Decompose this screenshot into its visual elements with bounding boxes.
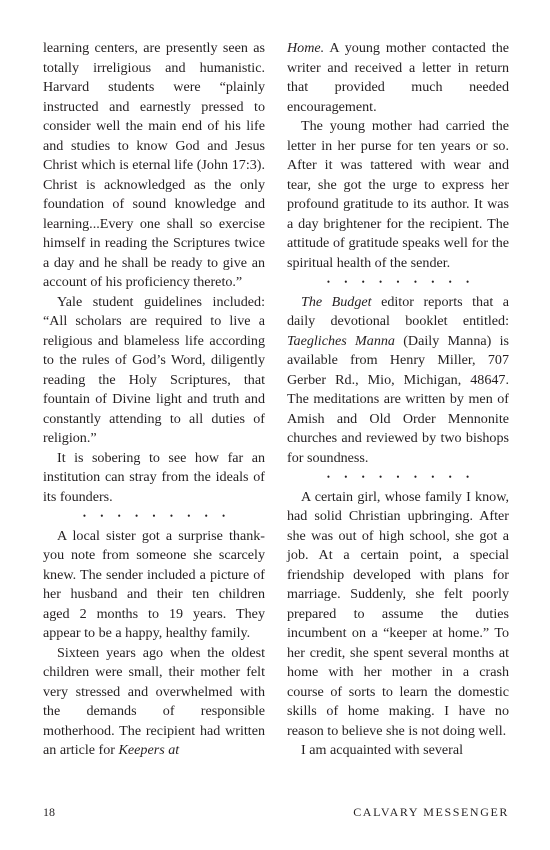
paragraph: A certain girl, whose family I know, had solid Christian upbringing. After she was out of high school, she got a job. At a certain point, a special friendship developed with plans for marriage. Suddenly, she felt poorly prepared to assume the duties incumbent on a “keeper at home.” To her credit, she spent several months at home with her mother in a crash course of sorts to learn the domestic skills of home making. I have no reason to believe she is not doing well. bbox=[287, 488, 509, 739]
section-divider: • • • • • • • • • bbox=[326, 277, 476, 287]
paragraph-text: A young mother contacted the writer and received a letter in return that provided much needed encouragement. bbox=[287, 40, 509, 115]
left-column bbox=[43, 39, 265, 761]
magazine-title: CALVARY MESSENGER bbox=[353, 805, 509, 819]
publication-title: Keepers at bbox=[118, 742, 180, 758]
page-number: 18 bbox=[43, 805, 55, 819]
paragraph bbox=[287, 39, 509, 117]
paragraph-text: (Daily Manna) is available from Henry Miller, 707 Gerber Rd., Mio, Michigan, 48647. The meditations are written by men of Amish and Old Order Mennonite churches and reviewed by two bishops for soundness. bbox=[287, 332, 510, 466]
paragraph: The young mother had carried the letter in her purse for ten years or so. After it was tattered with wear and tear, she got the urge to express her profound gratitude to its author. It was a day brightener for the recipient. The attitude of gratitude speaks well for the spiritual health of the sender. bbox=[287, 118, 509, 271]
section-divider: • • • • • • • • • bbox=[326, 472, 476, 482]
right-column bbox=[287, 39, 509, 761]
publication-title: The Budget bbox=[301, 293, 372, 310]
publication-title: Home. bbox=[287, 40, 325, 56]
paragraph bbox=[43, 644, 265, 761]
paragraph-text: Sixteen years ago when the oldest children were small, their mother felt very stressed and overwhelmed with the demands of responsible motherhood. The recipient had written an article for bbox=[43, 644, 265, 758]
paragraph: Yale student guidelines included: “All scholars are required to live a religious and blameless life according to the rules of God’s Word, diligently reading the Holy Scriptures, that fountain of Divine light and truth and constantly attending to all duties of religion.” bbox=[43, 293, 265, 446]
section-divider: • • • • • • • • • bbox=[82, 511, 232, 521]
paragraph: I am acquainted with several bbox=[301, 742, 464, 758]
paragraph-text: editor reports that a daily devotional booklet entitled: bbox=[287, 293, 509, 329]
paragraph: It is sobering to see how far an institution can stray from the ideals of its founders. bbox=[43, 449, 265, 505]
paragraph: A local sister got a surprise thank-you note from someone she scarcely knew. The sender included a picture of her husband and their ten children aged 2 months to 19 years. They appear to be a happy, healthy family. bbox=[43, 527, 265, 641]
paragraph: learning centers, are presently seen as totally irreligious and humanistic. Harvard students were “plainly instructed and earnestly pressed to consider well the main end of his life and studies to know God and Jesus Christ which is eternal life (John 17:3). Christ is acknowledged as the only foundation of sound knowledge and learning...Every one shall so exercise himself in reading the Scriptures twice a day and he shall be ready to give an account of his proficiency thereto.” bbox=[43, 40, 265, 290]
paragraph bbox=[287, 293, 509, 469]
booklet-title: Taegliches Manna bbox=[287, 332, 395, 349]
